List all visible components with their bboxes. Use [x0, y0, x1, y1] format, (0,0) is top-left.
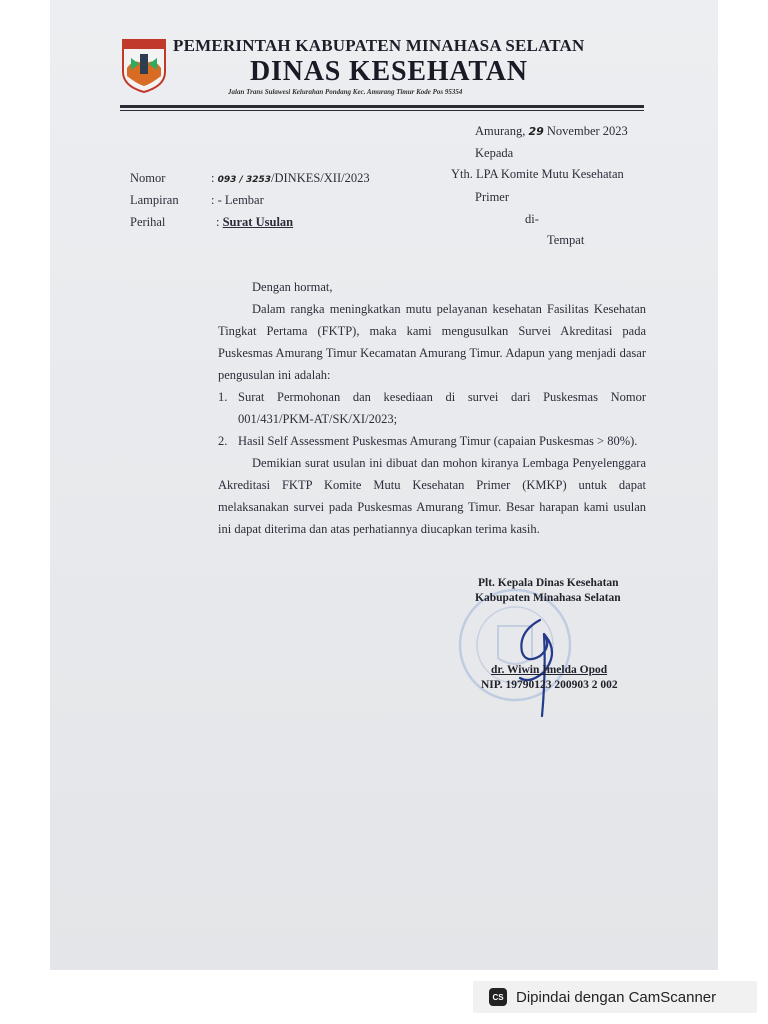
government-name: PEMERINTAH KABUPATEN MINAHASA SELATAN	[173, 36, 585, 55]
greeting: Dengan hormat,	[252, 280, 333, 294]
list-number: 2.	[218, 434, 228, 448]
department-name: DINAS KESEHATAN	[250, 56, 528, 87]
list-item	[218, 430, 646, 452]
lampiran-value: : - Lembar	[211, 193, 264, 207]
office-address: Jalan Trans Sulawesi Kelurahan Pondang Kec. Amurang Timur Kode Pos 95354	[228, 88, 463, 96]
signer-office: Kabupaten Minahasa Selatan	[475, 592, 621, 604]
list-item	[218, 386, 646, 430]
list-text: Surat Permohonan dan kesediaan di survei dari Puskesmas Nomor 001/431/PKM-AT/SK/XI/2023;	[238, 390, 646, 426]
recipient-place: Tempat	[547, 233, 585, 247]
recipient-to: Kepada	[475, 146, 514, 160]
perihal-label: Perihal	[130, 215, 166, 229]
regency-emblem-logo	[121, 38, 167, 94]
recipient-name-cont: Primer	[475, 190, 510, 204]
nomor-label: Nomor	[130, 171, 166, 185]
letter-body	[218, 276, 646, 540]
camscanner-label: Dipindai dengan CamScanner	[516, 988, 717, 1006]
signer-name: dr. Wiwin Imelda Opod	[491, 664, 608, 676]
signer-title: Plt. Kepala Dinas Kesehatan	[478, 577, 619, 589]
perihal-value: : Surat Usulan	[216, 215, 294, 229]
list-number: 1.	[218, 390, 228, 404]
letterhead-divider-thin	[120, 110, 644, 111]
body-paragraph-1: Dalam rangka meningkatkan mutu pelayanan kesehatan Fasilitas Kesehatan Tingkat Pertama (FKTP), maka kami mengusulkan Survei Akreditasi pada Puskesmas Amurang Timur Kecamatan Amurang Timur. Adapun yang menjadi dasar pengusulan ini adalah:	[218, 302, 646, 382]
recipient-name: Yth. LPA Komite Mutu Kesehatan	[451, 167, 624, 181]
list-text: Hasil Self Assessment Puskesmas Amurang Timur (capaian Puskesmas > 80%).	[238, 434, 638, 448]
lampiran-label: Lampiran	[130, 193, 179, 207]
body-paragraph-2: Demikian surat usulan ini dibuat dan mohon kiranya Lembaga Penyelenggara Akreditasi FKTP Komite Mutu Kesehatan Primer (KMKP) untuk dapat melaksanakan survei pada Puskesmas Amurang Timur. Besar harapan kami usulan ini dapat diterima dan atas perhatiannya diucapkan terima kasih.	[218, 456, 646, 536]
letter-date: Amurang, 29 November 2023	[475, 124, 628, 138]
letterhead-divider	[120, 105, 644, 108]
recipient-at: di-	[525, 212, 539, 226]
nomor-value: : 093 / 3253/DINKES/XII/2023	[211, 171, 370, 185]
camscanner-badge	[473, 981, 757, 1013]
signer-nip: NIP. 19790123 200903 2 002	[481, 679, 618, 691]
camscanner-icon: CS	[489, 988, 507, 1006]
